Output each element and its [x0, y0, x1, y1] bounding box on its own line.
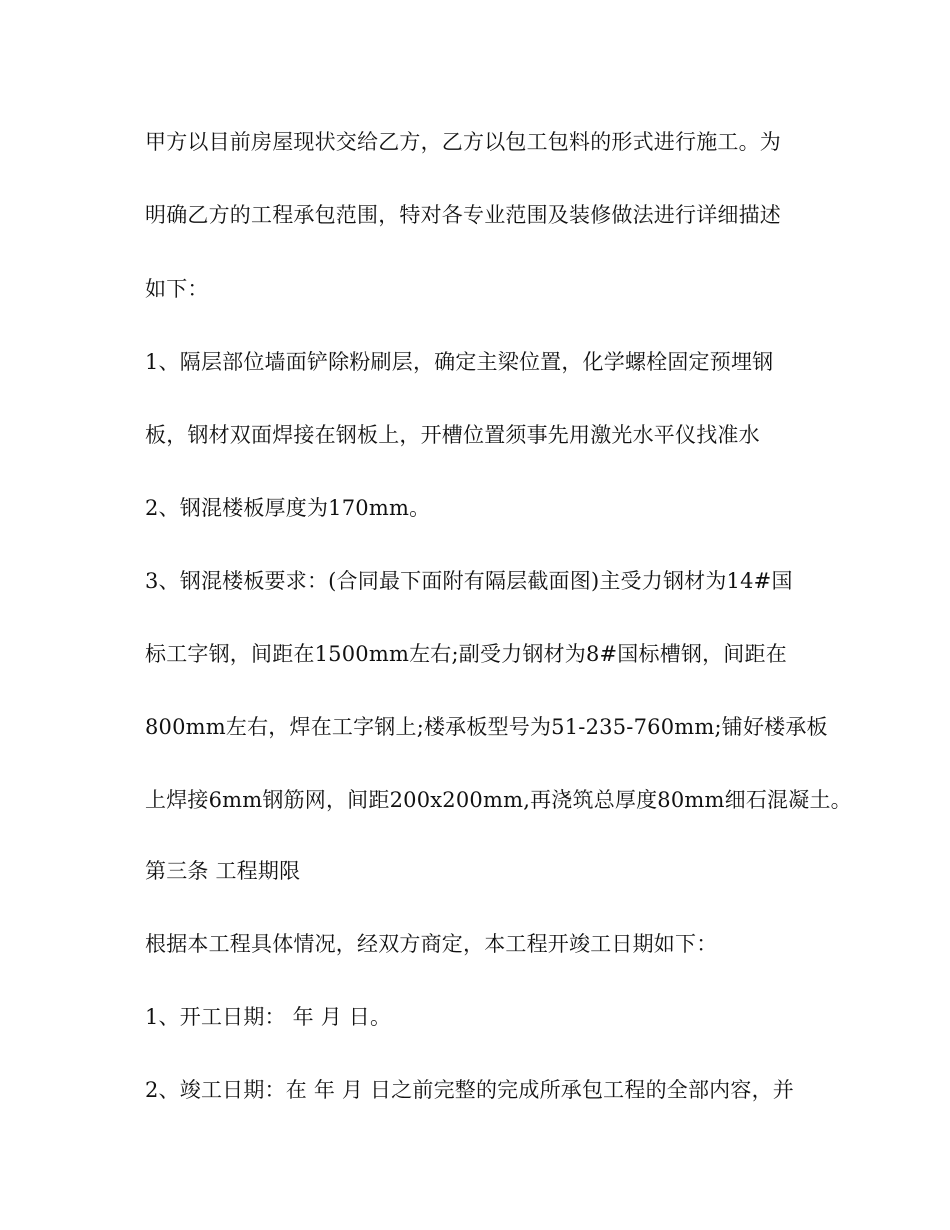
completion-date-item: 2、竣工日期：在 年 月 日之前完整的完成所承包工程的全部内容，并: [145, 1078, 794, 1102]
paragraph-line-3: 如下：: [145, 277, 209, 301]
paragraph-schedule-intro: 根据本工程具体情况，经双方商定，本工程开竣工日期如下：: [145, 932, 718, 956]
start-date-item: 1、开工日期： 年 月 日。: [145, 1005, 392, 1029]
list-item-2: 2、钢混楼板厚度为170mm。: [145, 496, 431, 520]
paragraph-line-1: 甲方以目前房屋现状交给乙方，乙方以包工包料的形式进行施工。为: [145, 130, 781, 154]
paragraph-line-2: 明确乙方的工程承包范围，特对各专业范围及装修做法进行详细描述: [145, 203, 781, 227]
section-heading: 第三条 工程期限: [145, 859, 301, 883]
list-item-3-line-3: 800mm左右，焊在工字钢上;楼承板型号为51-235-760mm;铺好楼承板: [145, 715, 828, 739]
list-item-3-line-2: 标工字钢，间距在1500mm左右;副受力钢材为8#国标槽钢，间距在: [145, 642, 787, 666]
list-item-3-line-1: 3、钢混楼板要求：(合同最下面附有隔层截面图)主受力钢材为14#国: [145, 569, 793, 593]
list-item-3-line-4: 上焊接6mm钢筋网，间距200x200mm,再浇筑总厚度80mm细石混凝土。: [145, 788, 852, 812]
list-item-1-line-1: 1、隔层部位墙面铲除粉刷层，确定主梁位置，化学螺栓固定预埋钢: [145, 350, 774, 374]
list-item-1-line-2: 板，钢材双面焊接在钢板上，开槽位置须事先用激光水平仪找准水: [145, 423, 760, 447]
